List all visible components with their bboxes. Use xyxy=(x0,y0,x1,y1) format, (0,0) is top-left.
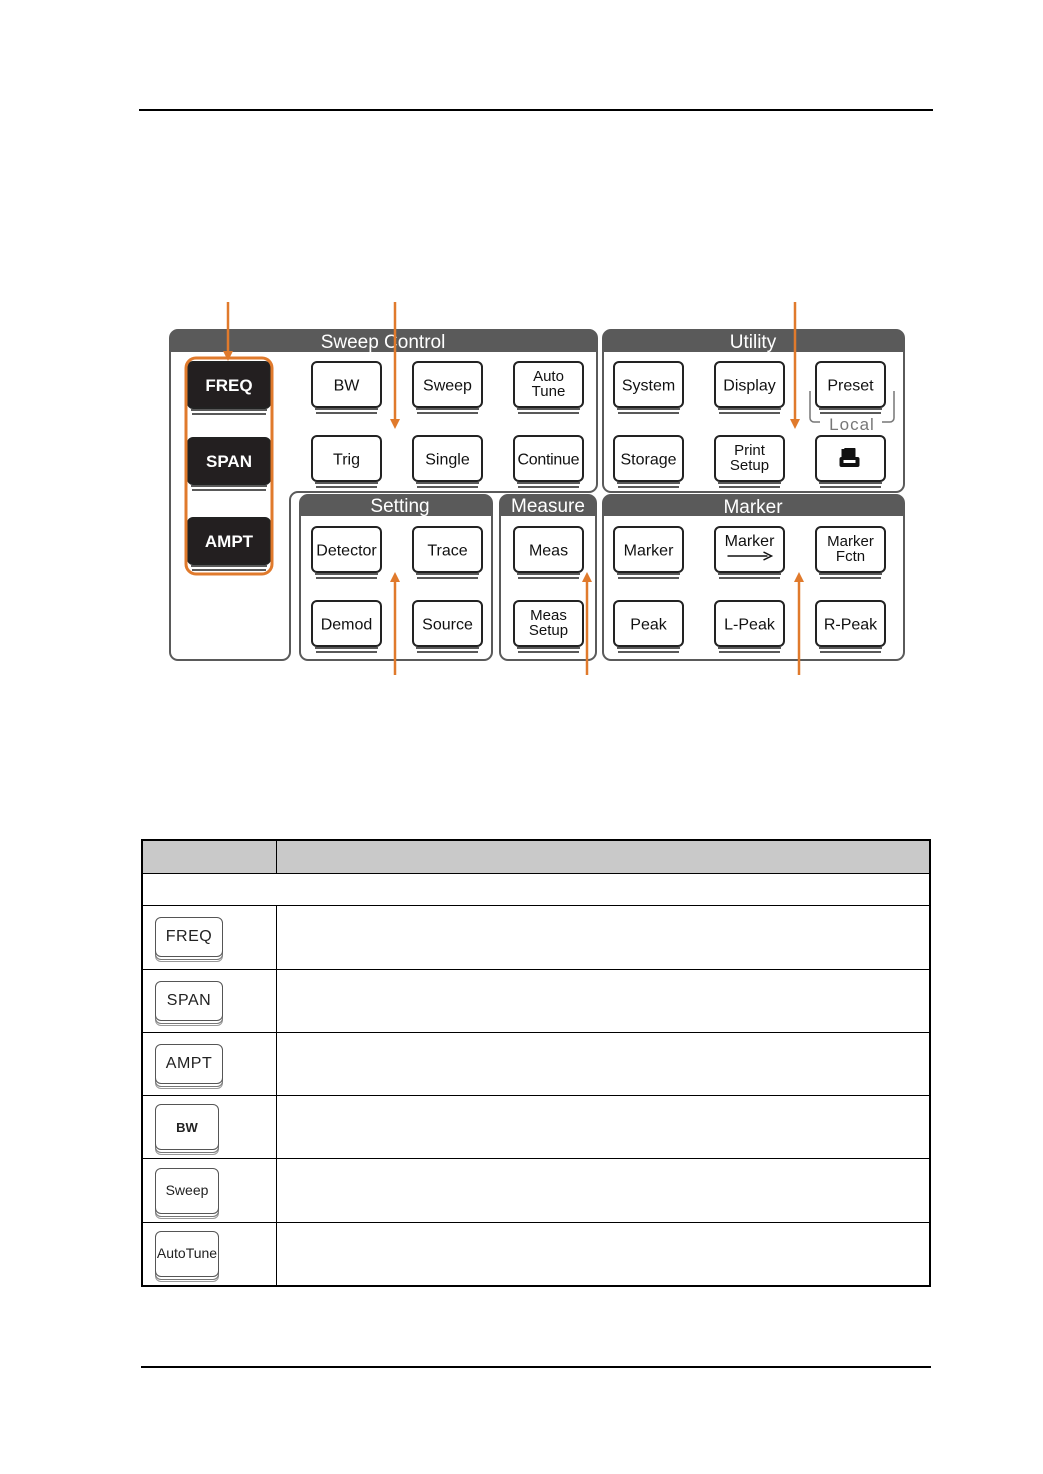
key-demod[interactable] xyxy=(312,601,381,652)
key-span[interactable] xyxy=(188,438,270,490)
table-row-description xyxy=(276,1159,930,1222)
key-label: L-Peak xyxy=(724,616,775,634)
key-image-bw: BW xyxy=(155,1104,219,1150)
key-label: BW xyxy=(333,377,360,395)
key-freq[interactable] xyxy=(188,362,270,414)
key-label: Display xyxy=(723,377,776,395)
key-storage[interactable] xyxy=(614,436,683,487)
section-title-measure: Measure xyxy=(511,496,585,517)
table-row xyxy=(142,1096,930,1159)
section-title-marker: Marker xyxy=(723,497,783,518)
table-header-row xyxy=(142,840,930,874)
table-section-label xyxy=(142,874,930,906)
key-print-setup[interactable] xyxy=(715,436,784,487)
key-label: Demod xyxy=(320,616,373,634)
key-peak[interactable] xyxy=(614,601,683,652)
key-label: Marker xyxy=(623,542,674,560)
local-label: Local xyxy=(829,415,875,434)
key-print-icon[interactable] xyxy=(816,436,885,487)
key-image-freq: FREQ xyxy=(155,917,223,957)
table-row-description xyxy=(276,1222,930,1286)
table-row-description xyxy=(276,1096,930,1159)
key-label: Preset xyxy=(827,377,874,395)
key-single[interactable] xyxy=(413,436,482,487)
key-label: Tune xyxy=(531,383,566,400)
key-label: Peak xyxy=(630,616,667,634)
key-label: Setup xyxy=(729,457,770,474)
key-label: Single xyxy=(425,451,470,469)
key-description-table xyxy=(141,839,931,1287)
key-label: Auto xyxy=(533,368,564,385)
key-label: Marker xyxy=(827,533,874,550)
table-row-description xyxy=(276,969,930,1032)
key-continue[interactable] xyxy=(514,436,583,487)
key-detector[interactable] xyxy=(312,527,381,578)
key-preset[interactable] xyxy=(816,362,885,413)
key-marker[interactable] xyxy=(614,527,683,578)
key-label: Print xyxy=(734,442,765,459)
key-image-ampt: AMPT xyxy=(155,1044,223,1084)
table-row xyxy=(142,969,930,1032)
footer-rule xyxy=(141,1366,931,1368)
key-l-peak[interactable] xyxy=(715,601,784,652)
key-trace[interactable] xyxy=(413,527,482,578)
front-panel-illustration xyxy=(0,0,1043,700)
key-label: FREQ xyxy=(205,376,253,395)
key-display[interactable] xyxy=(715,362,784,413)
key-meas-setup[interactable] xyxy=(514,601,583,652)
key-label: SPAN xyxy=(206,452,252,471)
key-system[interactable] xyxy=(614,362,683,413)
table-header-description xyxy=(276,840,930,874)
section-title-sweep-control: Sweep Control xyxy=(320,332,446,353)
section-title-utility: Utility xyxy=(729,332,777,353)
table-row xyxy=(142,1032,930,1095)
key-sweep[interactable] xyxy=(413,362,482,413)
table-row-description xyxy=(276,906,930,969)
key-label: System xyxy=(621,377,676,395)
key-ampt[interactable] xyxy=(188,518,270,570)
key-label: AMPT xyxy=(204,532,254,551)
key-label: Meas xyxy=(528,542,569,560)
key-label: Sweep xyxy=(423,377,472,395)
key-image-span: SPAN xyxy=(155,981,223,1021)
key-bw[interactable] xyxy=(312,362,381,413)
key-trig[interactable] xyxy=(312,436,381,487)
key-label: Storage xyxy=(620,451,677,469)
key-marker-fctn[interactable] xyxy=(816,527,885,578)
key-auto-tune[interactable] xyxy=(514,362,583,413)
key-label: Trace xyxy=(427,542,468,560)
key-label: Continue xyxy=(517,451,580,469)
table-row-description xyxy=(276,1032,930,1095)
key-label: Setup xyxy=(528,622,569,639)
key-label: Trig xyxy=(333,451,360,469)
key-source[interactable] xyxy=(413,601,482,652)
key-image-sweep: Sweep xyxy=(155,1168,219,1214)
key-marker-to[interactable] xyxy=(715,527,784,578)
table-header-key xyxy=(142,840,276,874)
section-title-setting: Setting xyxy=(370,496,430,517)
key-r-peak[interactable] xyxy=(816,601,885,652)
table-section-row xyxy=(142,874,930,906)
key-label: Detector xyxy=(316,542,377,560)
key-image-auto-tune: Auto Tune xyxy=(155,1231,219,1277)
key-label: Source xyxy=(422,616,473,634)
table-row xyxy=(142,1222,930,1286)
table-row xyxy=(142,1159,930,1222)
key-label: R-Peak xyxy=(823,616,878,634)
table-row xyxy=(142,906,930,969)
key-label: Marker xyxy=(724,533,775,550)
key-label: Meas xyxy=(530,607,567,624)
key-meas[interactable] xyxy=(514,527,583,578)
key-label: Fctn xyxy=(835,548,866,565)
